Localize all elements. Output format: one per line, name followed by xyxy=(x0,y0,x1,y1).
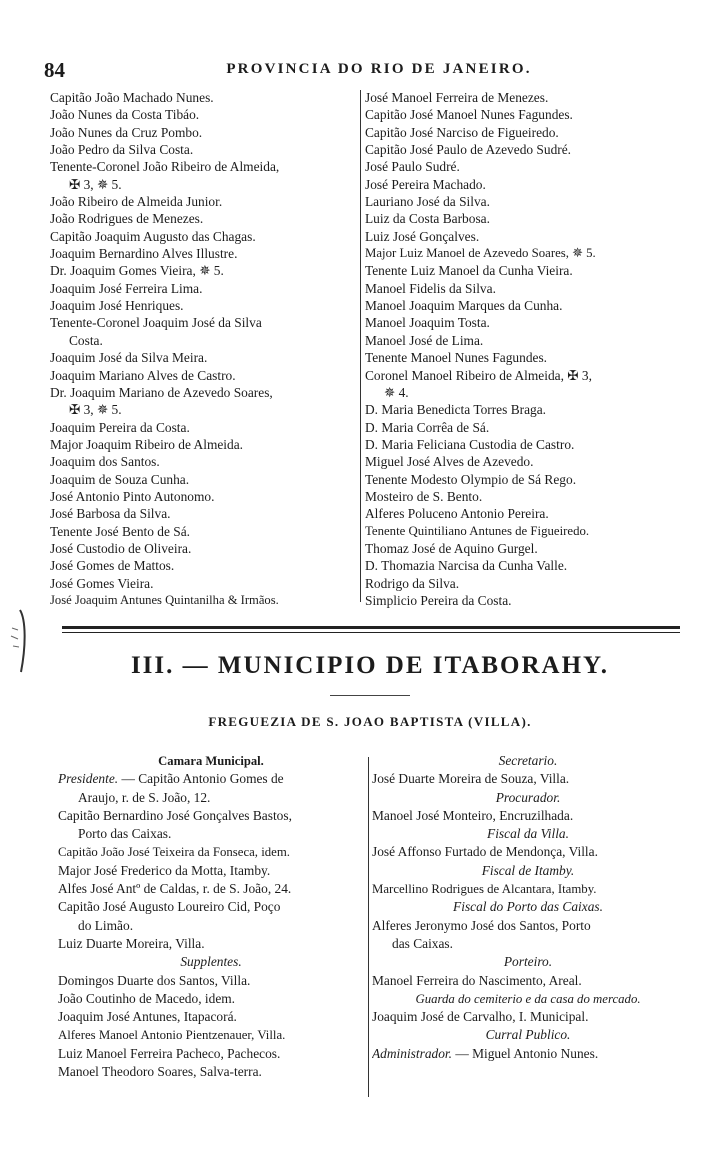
list-item: D. Maria Feliciana Custodia de Castro. xyxy=(365,436,575,452)
administrador-line xyxy=(372,1045,684,1063)
list-item: Luiz Manoel Ferreira Pacheco, Pachecos. xyxy=(58,1045,281,1061)
fiscal-porto-heading: Fiscal do Porto das Caixas. xyxy=(453,899,603,915)
list-item: Major José Frederico da Motta, Itamby. xyxy=(58,862,271,878)
list-item: Joaquim José de Carvalho, I. Municipal. xyxy=(372,1009,589,1025)
supplentes-heading: Supplentes. xyxy=(180,954,242,970)
list-item: Costa. xyxy=(69,332,103,348)
list-item: Alferes Manoel Antonio Pientzenauer, Villa. xyxy=(58,1028,286,1043)
list-item: Manoel Fidelis da Silva. xyxy=(365,280,496,296)
title-underline xyxy=(330,695,410,696)
top-column-divider xyxy=(360,90,361,602)
list-item: Manoel Theodoro Soares, Salva-terra. xyxy=(58,1064,262,1080)
section-rule-thick xyxy=(62,626,680,629)
list-item: Capitão João José Teixeira da Fonseca, idem. xyxy=(58,845,290,860)
administrador-role: Administrador. xyxy=(372,1045,452,1061)
bottom-right-column xyxy=(372,752,684,1063)
list-item: Rodrigo da Silva. xyxy=(365,575,460,591)
list-item: Joaquim Mariano Alves de Castro. xyxy=(50,367,236,383)
fiscal-villa-heading: Fiscal da Villa. xyxy=(487,826,569,842)
list-item: Coronel Manoel Ribeiro de Almeida, ✠ 3, xyxy=(365,367,592,383)
list-item: das Caixas. xyxy=(392,935,453,951)
list-item: Joaquim José Ferreira Lima. xyxy=(50,280,203,296)
list-item: Joaquim José Henriques. xyxy=(50,298,184,314)
list-item: Alfes José Antº de Caldas, r. de S. João, 24. xyxy=(58,881,292,897)
bottom-left-column xyxy=(58,752,364,1081)
administrador-name: — Miguel Antonio Nunes. xyxy=(451,1045,599,1061)
list-item: D. Maria Benedicta Torres Braga. xyxy=(365,402,547,418)
page-header xyxy=(44,58,684,84)
list-item: José Gomes de Mattos. xyxy=(50,558,175,574)
list-item: Tenente Quintiliano Antunes de Figueiredo. xyxy=(365,523,590,538)
page-number: 84 xyxy=(44,58,65,82)
guarda-heading: Guarda do cemiterio e da casa do mercado. xyxy=(415,991,641,1006)
fiscal-itamby-heading: Fiscal de Itamby. xyxy=(481,862,575,878)
top-left-column xyxy=(50,89,356,609)
list-item: Joaquim Bernardino Alves Illustre. xyxy=(50,246,238,262)
list-item: José Affonso Furtado de Mendonça, Villa. xyxy=(372,844,598,860)
list-item: Joaquim dos Santos. xyxy=(50,454,160,470)
list-item: Marcellino Rodrigues de Alcantara, Itamby. xyxy=(372,882,597,897)
list-item: ✵ 4. xyxy=(384,384,409,400)
list-item: Capitão João Machado Nunes. xyxy=(50,90,214,105)
list-item: Joaquim José da Silva Meira. xyxy=(50,350,208,366)
list-item: Porto das Caixas. xyxy=(78,826,172,842)
margin-bracket-mark xyxy=(6,606,34,676)
list-item: João Pedro da Silva Costa. xyxy=(50,142,194,158)
list-item: José Pereira Machado. xyxy=(365,176,486,192)
list-item: José Duarte Moreira de Souza, Villa. xyxy=(372,771,570,787)
curral-heading: Curral Publico. xyxy=(485,1027,571,1043)
procurador-heading: Procurador. xyxy=(495,789,561,805)
list-item: Major Joaquim Ribeiro de Almeida. xyxy=(50,436,244,452)
list-item: João Nunes da Cruz Pombo. xyxy=(50,124,203,140)
list-item: José Manoel Ferreira de Menezes. xyxy=(365,90,549,105)
list-item: José Joaquim Antunes Quintanilha & Irmãos. xyxy=(50,592,279,607)
list-item: João Ribeiro de Almeida Junior. xyxy=(50,194,223,210)
list-item: Tenente-Coronel João Ribeiro de Almeida, xyxy=(50,159,280,175)
list-item: Mosteiro de S. Bento. xyxy=(365,488,483,504)
list-item: do Limão. xyxy=(78,917,134,933)
president-role: Presidente. xyxy=(58,771,119,787)
list-item: Alferes Poluceno Antonio Pereira. xyxy=(365,506,549,522)
list-item: Manoel José de Lima. xyxy=(365,332,484,348)
list-item: Tenente-Coronel Joaquim José da Silva xyxy=(50,315,262,331)
list-item: Major Luiz Manoel de Azevedo Soares, ✵ 5. xyxy=(365,246,596,261)
list-item: Joaquim de Souza Cunha. xyxy=(50,471,190,487)
president-name: — Capitão Antonio Gomes de xyxy=(118,771,284,787)
list-item: ✠ 3, ✵ 5. xyxy=(69,176,122,192)
bottom-column-divider xyxy=(368,757,369,1097)
list-item: Luiz da Costa Barbosa. xyxy=(365,211,490,227)
list-item: ✠ 3, ✵ 5. xyxy=(69,402,122,418)
list-item: José Antonio Pinto Autonomo. xyxy=(50,488,215,504)
list-item: Tenente José Bento de Sá. xyxy=(50,523,190,539)
list-item: José Paulo Sudré. xyxy=(365,159,460,175)
section-title: III. — MUNICIPIO DE ITABORAHY. xyxy=(130,652,610,679)
list-item: Dr. Joaquim Mariano de Azevedo Soares, xyxy=(50,384,273,400)
freguezia-heading: FREGUEZIA DE S. JOAO BAPTISTA (VILLA). xyxy=(208,714,532,729)
list-item: Manoel Joaquim Tosta. xyxy=(365,315,490,331)
list-item: Thomaz José de Aquino Gurgel. xyxy=(365,540,538,556)
list-item: Simplicio Pereira da Costa. xyxy=(365,592,512,608)
list-item: D. Maria Corrêa de Sá. xyxy=(365,419,490,435)
secretario-heading: Secretario. xyxy=(498,753,558,768)
list-item: João Nunes da Costa Tibáo. xyxy=(50,107,200,123)
porteiro-heading: Porteiro. xyxy=(503,954,553,970)
top-right-column xyxy=(365,89,687,609)
list-item: Capitão Bernardino José Gonçalves Bastos, xyxy=(58,807,292,823)
list-item: Alferes Jeronymo José dos Santos, Porto xyxy=(372,917,591,933)
president-address: Araujo, r. de S. João, 12. xyxy=(78,789,211,805)
list-item: Capitão José Augusto Loureiro Cid, Poço xyxy=(58,899,281,915)
list-item: João Coutinho de Macedo, idem. xyxy=(58,990,236,1006)
list-item: Manoel Joaquim Marques da Cunha. xyxy=(365,298,563,314)
president-line xyxy=(58,770,364,788)
list-item: Luiz José Gonçalves. xyxy=(365,228,480,244)
list-item: João Rodrigues de Menezes. xyxy=(50,211,204,227)
list-item: Capitão José Manoel Nunes Fagundes. xyxy=(365,107,573,123)
list-item: Lauriano José da Silva. xyxy=(365,194,490,210)
list-item: Manoel Ferreira do Nascimento, Areal. xyxy=(372,972,582,988)
list-item: José Gomes Vieira. xyxy=(50,575,154,591)
list-item: Domingos Duarte dos Santos, Villa. xyxy=(58,972,251,988)
list-item: Tenente Luiz Manoel da Cunha Vieira. xyxy=(365,263,573,279)
list-item: Joaquim José Antunes, Itapacorá. xyxy=(58,1009,237,1025)
list-item: Miguel José Alves de Azevedo. xyxy=(365,454,534,470)
list-item: Joaquim Pereira da Costa. xyxy=(50,419,190,435)
list-item: Dr. Joaquim Gomes Vieira, ✵ 5. xyxy=(50,263,224,279)
running-title: PROVINCIA DO RIO DE JANEIRO. xyxy=(226,61,532,77)
list-item: Capitão José Narciso de Figueiredo. xyxy=(365,124,559,140)
list-item: Capitão José Paulo de Azevedo Sudré. xyxy=(365,142,572,158)
list-item: José Custodio de Oliveira. xyxy=(50,540,192,556)
list-item: Capitão Joaquim Augusto das Chagas. xyxy=(50,228,256,244)
list-item: D. Thomazia Narcisa da Cunha Valle. xyxy=(365,558,568,574)
section-rule-thin xyxy=(62,632,680,633)
list-item: José Barbosa da Silva. xyxy=(50,506,171,522)
list-item: Manoel José Monteiro, Encruzilhada. xyxy=(372,807,574,823)
list-item: Luiz Duarte Moreira, Villa. xyxy=(58,935,205,951)
list-item: Tenente Modesto Olympio de Sá Rego. xyxy=(365,471,577,487)
list-item: Tenente Manoel Nunes Fagundes. xyxy=(365,350,548,366)
camara-heading: Camara Municipal. xyxy=(158,754,264,768)
